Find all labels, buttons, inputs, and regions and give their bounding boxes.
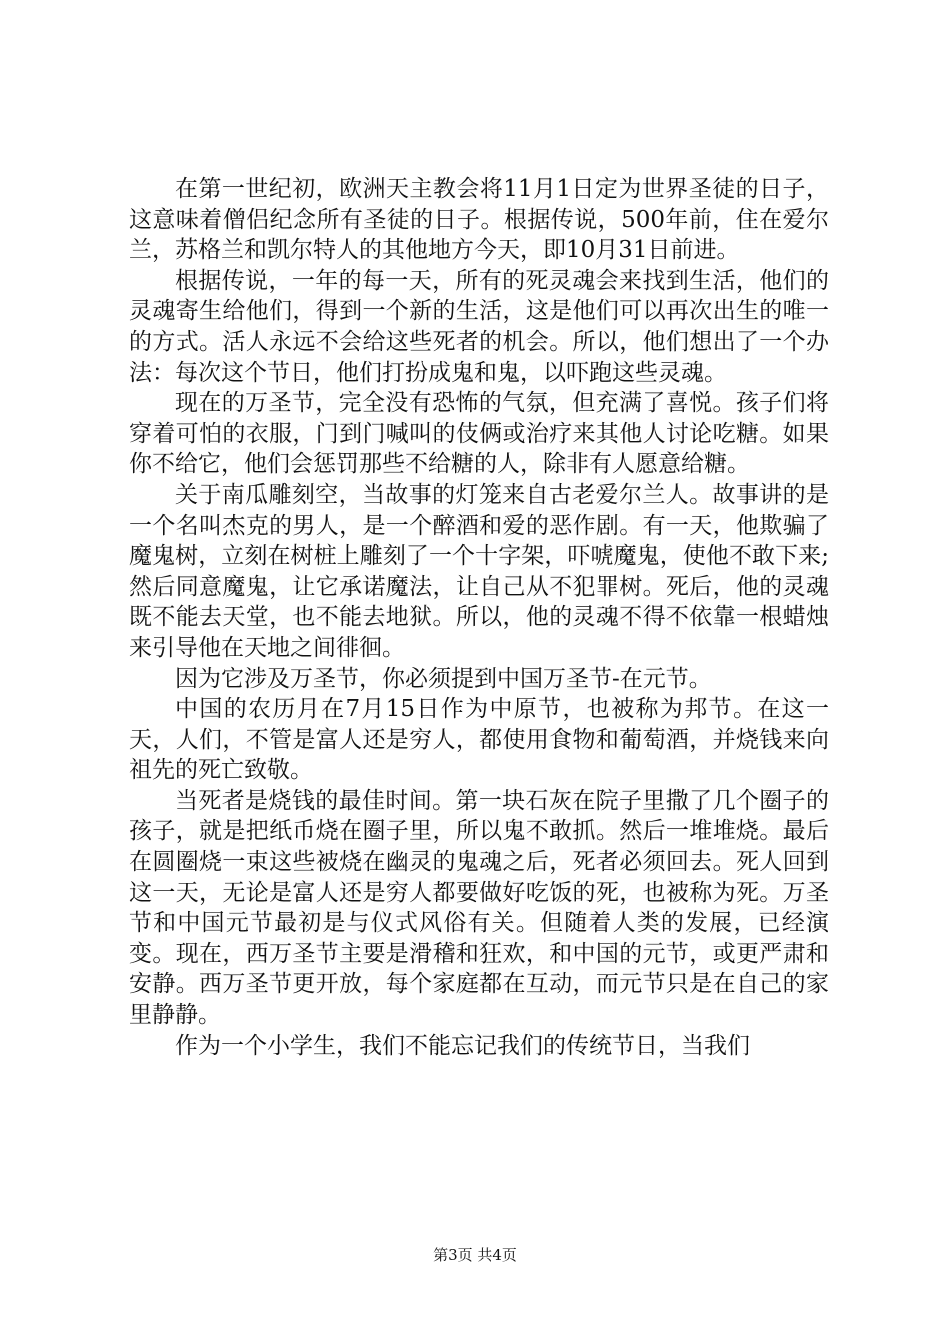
page-number: 第3页 共4页 bbox=[433, 1246, 517, 1264]
paragraph-1: 在第一世纪初，欧洲天主教会将11月1日定为世界圣徒的日子，这意味着僧侣纪念所有圣徒的日子。根据传说，500年前，住在爱尔兰，苏格兰和凯尔特人的其他地方今天，即10月31日前进。 bbox=[129, 176, 829, 264]
paragraph-3: 现在的万圣节，完全没有恐怖的气氛，但充满了喜悦。孩子们将穿着可怕的衣服，门到门喊叫的伎俩或治疗来其他人讨论吃糖。如果你不给它，他们会惩罚那些不给糖的人，除非有人愿意给糖。 bbox=[129, 390, 829, 478]
paragraph-6: 中国的农历月在7月15日作为中原节，也被称为邦节。在这一天，人们，不管是富人还是穷人，都使用食物和葡萄酒，并烧钱来向祖先的死亡致敬。 bbox=[129, 696, 829, 784]
paragraph-8: 作为一个小学生，我们不能忘记我们的传统节日，当我们 bbox=[175, 1032, 750, 1059]
paragraph-7: 当死者是烧钱的最佳时间。第一块石灰在院子里撒了几个圈子的孩子，就是把纸币烧在圈子里，所以鬼不敢抓。然后一堆堆烧。最后在圆圈烧一束这些被烧在幽灵的鬼魂之后，死者必须回去。死人回到这一天，无论是富人还是穷人都要做好吃饭的死，也被称为死。万圣节和中国元节最初是与仪式风俗有关。但随着人类的发展，已经演变。现在，西万圣节主要是滑稽和狂欢，和中国的元节，或更严肃和安静。西万圣节更开放，每个家庭都在互动，而元节只是在自己的家里静静。 bbox=[129, 787, 829, 1029]
paragraph-5: 因为它涉及万圣节，你必须提到中国万圣节-在元节。 bbox=[175, 665, 712, 692]
paragraph-4: 关于南瓜雕刻空，当故事的灯笼来自古老爱尔兰人。故事讲的是一个名叫杰克的男人，是一个醉酒和爱的恶作剧。有一天，他欺骗了魔鬼树，立刻在树桩上雕刻了一个十字架，吓唬魔鬼，使他不敢下来;然后同意魔鬼，让它承诺魔法，让自己从不犯罪树。死后，他的灵魂既不能去天堂，也不能去地狱。所以，他的灵魂不得不依靠一根蜡烛来引导他在天地之间徘徊。 bbox=[129, 481, 829, 661]
page-footer bbox=[0, 1244, 950, 1265]
body-text bbox=[129, 174, 829, 1061]
paragraph-2: 根据传说，一年的每一天，所有的死灵魂会来找到生活，他们的灵魂寄生给他们，得到一个新的生活，这是他们可以再次出生的唯一的方式。活人永远不会给这些死者的机会。所以，他们想出了一个办法：每次这个节日，他们打扮成鬼和鬼，以吓跑这些灵魂。 bbox=[129, 267, 829, 386]
